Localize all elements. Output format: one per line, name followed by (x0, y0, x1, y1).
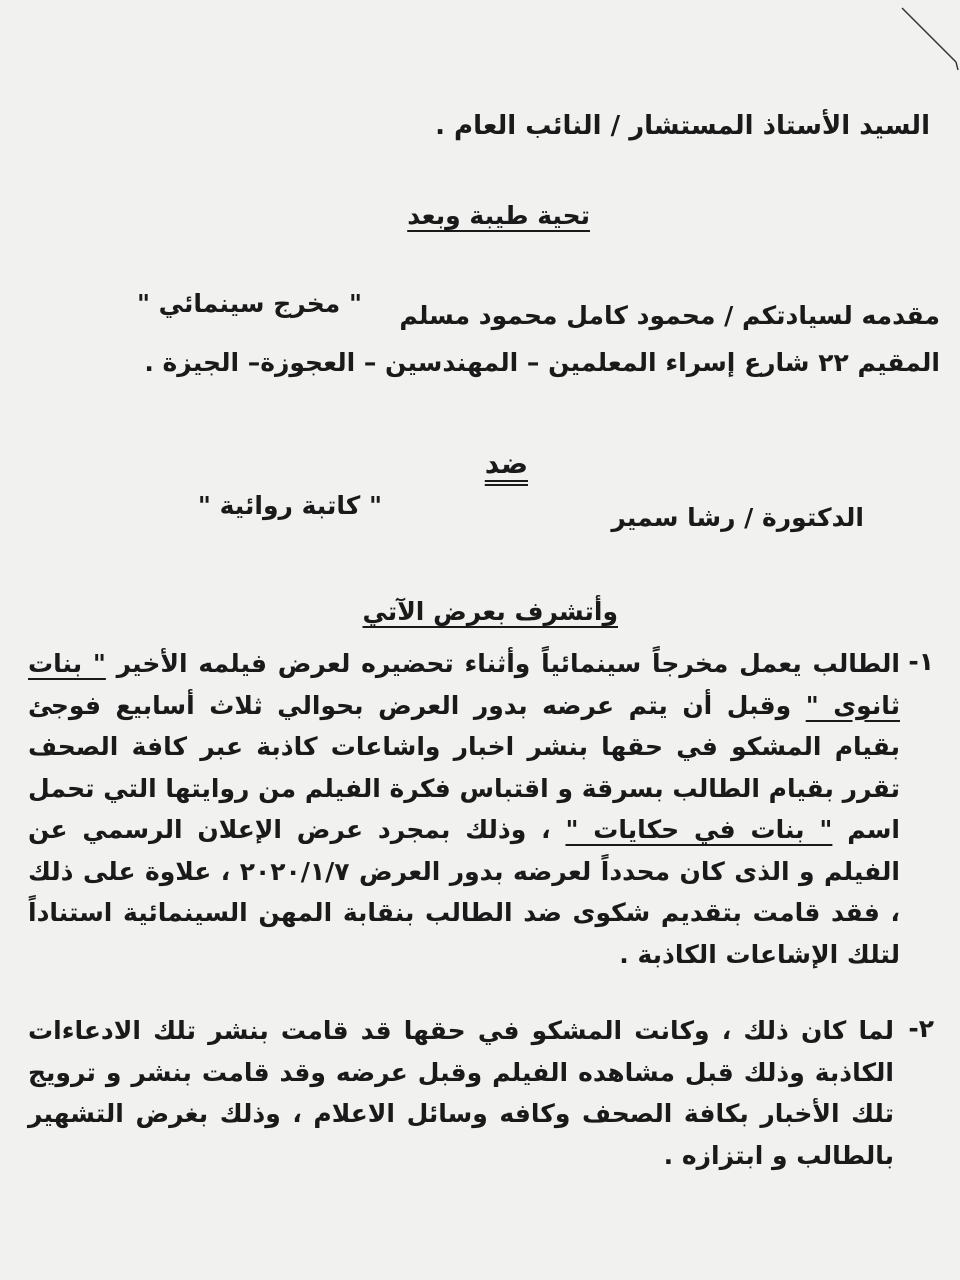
novel-title-quote: " بنات في حكايات " (565, 815, 833, 844)
against-heading: ضد (484, 447, 528, 480)
point-2-paragraph (28, 1010, 894, 1176)
complainant-title: " مخرج سينمائي " (136, 289, 362, 318)
corner-pen-mark (840, 0, 960, 120)
point-2-number: ٢- (908, 1014, 934, 1043)
intro-heading: وأتشرف بعرض الآتي (362, 597, 618, 626)
point-1-number: ١- (908, 647, 934, 676)
defendant-name: الدكتورة / رشا سمير (611, 503, 864, 532)
film-title-quote: " بنات ثانوى " (28, 649, 900, 720)
defendant-title: " كاتبة روائية " (197, 491, 382, 520)
complainant-address: المقيم ٢٢ شارع إسراء المعلمين – المهندسين – العجوزة– الجيزة . (144, 348, 940, 377)
point-1-text-b: وقبل أن يتم عرضه بدور العرض بحوالي ثلاث أسابيع فوجئ بقيام المشكو في حقها بنشر اخبار واشاعات كاذبة عبر كافة الصحف تقرر بقيام الطالب بسرقة و اقتباس فكرة الفيلم من روايتها التي تحمل اسم (28, 690, 900, 844)
point-1-text-a: الطالب يعمل مخرجاً سينمائياً وأثناء تحضيره لعرض فيلمه الأخير (105, 649, 900, 678)
complainant-name: مقدمه لسيادتكم / محمود كامل محمود مسلم (399, 301, 940, 330)
point-1-paragraph (28, 643, 900, 975)
point-2-text: لما كان ذلك ، وكانت المشكو في حقها قد قامت بنشر تلك الادعاءات الكاذبة وذلك قبل مشاهده الفيلم وقبل عرضه وقد قامت بنشر و ترويج تلك الأخبار بكافة الصحف وكافه وسائل الاعلام ، وذلك بغرض التشهير بالطالب و ابتزازه . (28, 1016, 894, 1170)
addressee-line: السيد الأستاذ المستشار / النائب العام . (435, 111, 930, 141)
point-1-text-c: ، وذلك بمجرد عرض الإعلان الرسمي عن الفيلم و الذى كان محدداً لعرضه بدور العرض ٢٠٢٠/١/٧ ، علاوة على ذلك ، فقد قامت بتقديم شكوى ضد الطالب بنقابة المهن السينمائية استناداً لتلك الإشاعات الكاذبة . (28, 815, 900, 969)
greeting-heading: تحية طيبة وبعد (407, 201, 590, 230)
